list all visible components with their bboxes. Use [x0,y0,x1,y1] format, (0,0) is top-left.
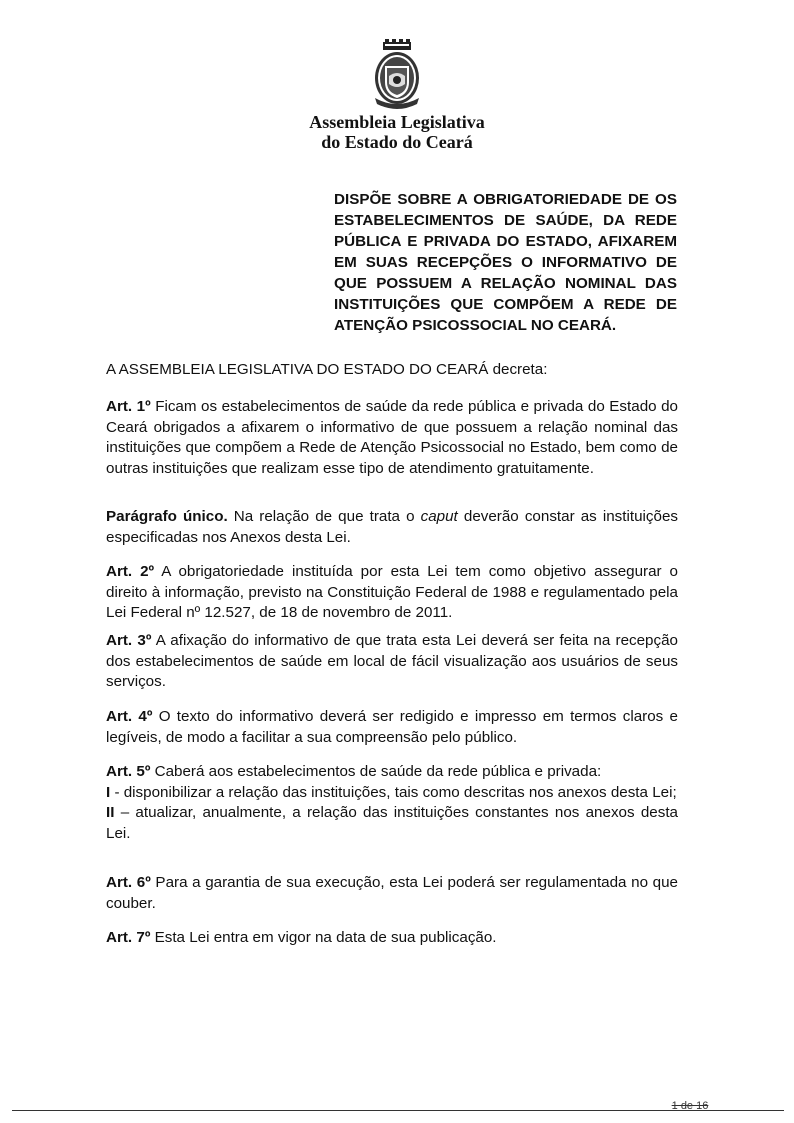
sole-paragraph-label: Parágrafo único. [106,508,228,525]
article-4-text: O texto do informativo deverá ser redigido e impresso em termos claros e legíveis, de modo a facilitar a sua compreensão pelo público. [106,708,679,746]
article-3-text: A afixação do informativo de que trata esta Lei deverá ser feita na recepção dos estabelecimentos de saúde em local de fácil visualização aos usuários de seus serviços. [106,632,678,690]
article-1 [106,397,678,479]
sole-paragraph-italic: caput [420,508,458,525]
article-7-label: Art. 7º [106,929,151,946]
article-4 [106,707,678,748]
article-5-label: Art. 5º [106,763,151,780]
article-6-label: Art. 6º [106,874,151,891]
article-7-text: Esta Lei entra em vigor na data de sua publicação. [150,929,497,946]
article-5-text: Caberá aos estabelecimentos de saúde da rede pública e privada: [150,763,602,780]
article-6-text: Para a garantia de sua execução, esta Lei poderá ser regulamentada no que couber. [106,874,679,912]
article-5-item-1-text: - disponibilizar a relação das instituições, tais como descritas nos anexos desta Lei; [110,783,677,801]
institution-name-line1: Assembleia Legislativa [309,112,485,132]
article-5-item-1 [106,783,678,804]
article-5-item-1-label: I [106,783,111,801]
page-number [660,1100,720,1112]
article-1-label: Art. 1º [106,398,151,415]
article-5 [106,762,678,844]
article-3 [106,631,678,693]
enactment-clause: A ASSEMBLEIA LEGISLATIVA DO ESTADO DO CEARÁ decreta: [106,361,548,378]
article-7 [106,928,678,949]
ceara-coat-of-arms-icon [365,38,429,112]
bill-summary: DISPÕE SOBRE A OBRIGATORIEDADE DE OS ESTABELECIMENTOS DE SAÚDE, DA REDE PÚBLICA E PRIVADA DO ESTADO, AFIXAREM EM SUAS RECEPÇÕES O INFORMATIVO DE QUE POSSUEM A RELAÇÃO NOMINAL DAS INSTITUIÇÕES QUE COMPÕEM A REDE DE ATENÇÃO PSICOSSOCIAL NO CEARÁ. [334,191,677,334]
article-5-item-2-text: – atualizar, anualmente, a relação das instituições constantes nos anexos desta Lei. [106,804,678,842]
institution-name-line2: do Estado do Ceará [321,132,473,152]
article-2-label: Art. 2º [106,563,155,580]
sole-paragraph-text-before: Na relação de que trata o [227,508,421,525]
page-number-text: 1 de 16 [671,1100,709,1112]
article-3-label: Art. 3º [106,632,152,649]
sole-paragraph [106,507,678,548]
sole-paragraph-text-after: deverão constar as instituições especificadas nos Anexos desta Lei. [106,508,678,546]
article-2 [106,562,678,624]
article-2-text: A obrigatoriedade instituída por esta Lei tem como objetivo assegurar o direito à informação, previsto na Constituição Federal de 1988 e regulamentado pela Lei Federal nº 12.527, de 18 de novembro de 2011. [106,563,679,621]
article-4-label: Art. 4º [106,708,153,725]
letterhead [0,38,794,152]
article-6 [106,873,678,914]
article-1-text: Ficam os estabelecimentos de saúde da rede pública e privada do Estado do Ceará obrigados a afixarem o informativo de que possuem a relação nominal das instituições que compõem a Rede de Atenção Psicossocial no Estado, bem como de outras instituições que realizam esse tipo de atendimento gratuitamente. [106,398,678,477]
article-5-item-2 [106,803,678,844]
article-5-item-2-label: II [106,804,115,821]
